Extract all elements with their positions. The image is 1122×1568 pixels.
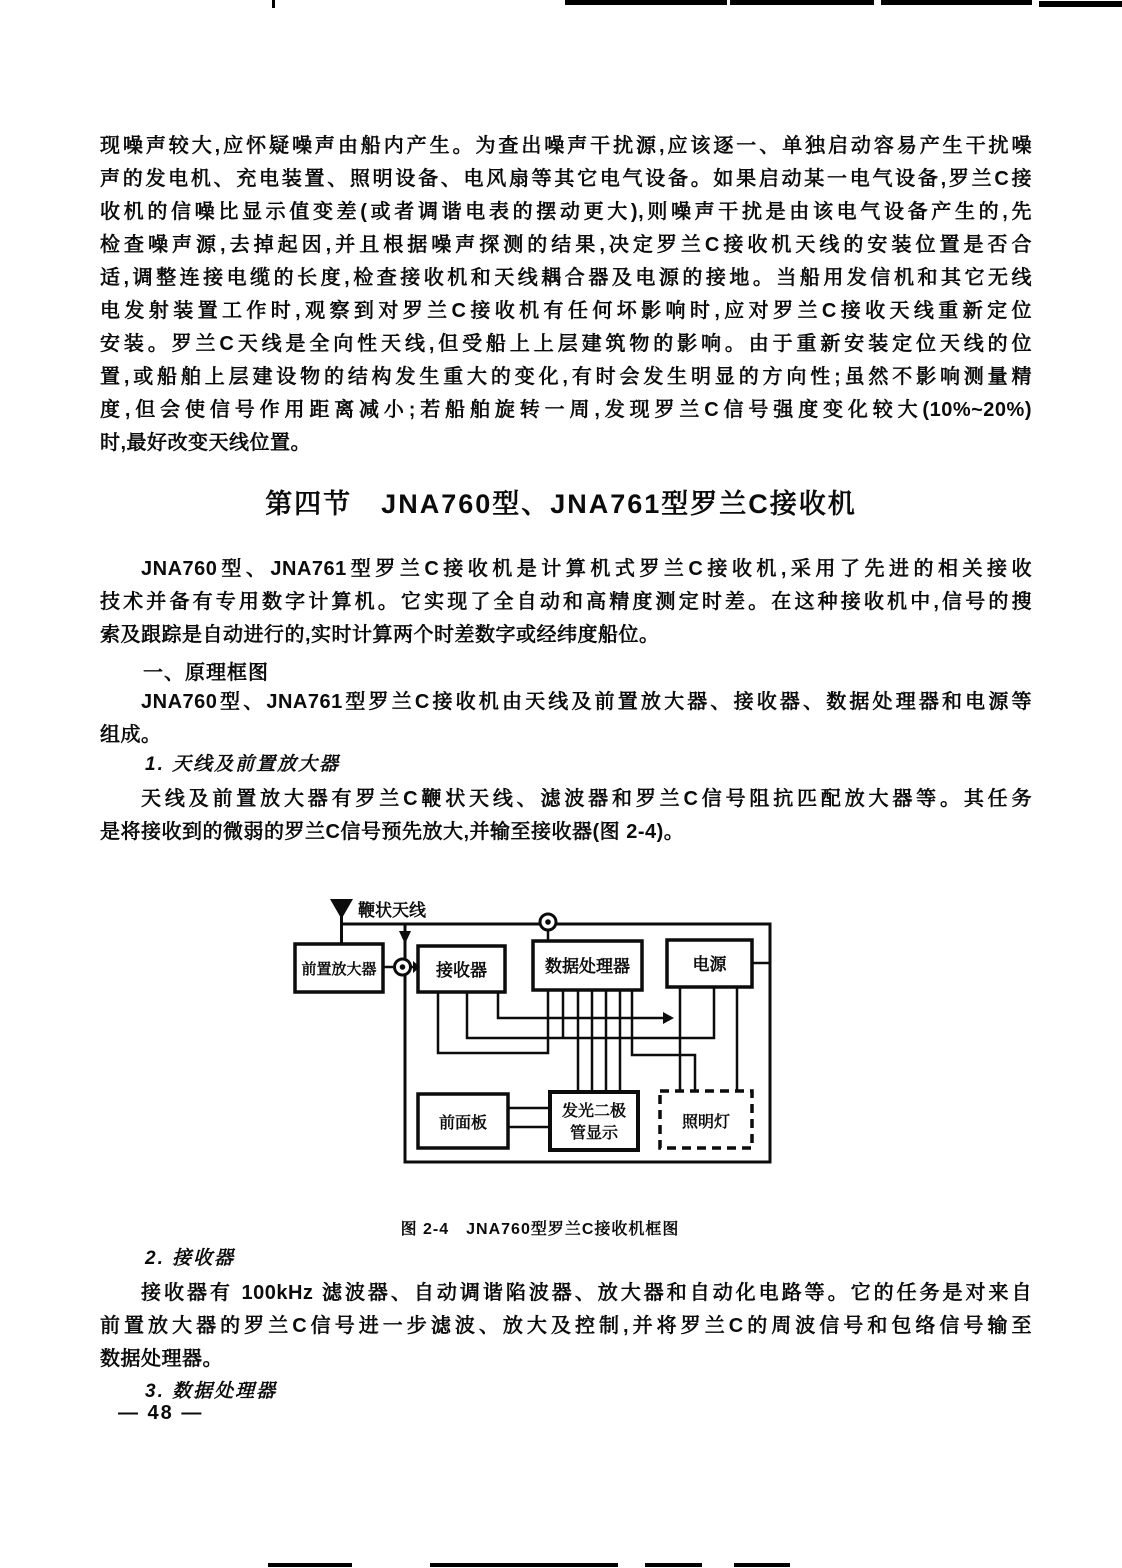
- text-line: 置,或船舶上层建设物的结构发生重大的变化,有时会发生明显的方向性;虽然不影响测量精: [100, 366, 1032, 388]
- lamp-label: 照明灯: [681, 1114, 731, 1131]
- text-line: 索及跟踪是自动进行的,实时计算两个时差数字或经纬度船位。: [100, 624, 660, 646]
- led-display-label-1: 发光二极: [561, 1103, 627, 1120]
- text-line: 接收器有 100kHz 滤波器、自动调谐陷波器、放大器和自动化电路等。它的任务是对来自: [141, 1282, 1032, 1304]
- scan-mark: [565, 0, 727, 5]
- scan-mark: [881, 0, 1032, 5]
- text-line: 前置放大器的罗兰C信号进一步滤波、放大及控制,并将罗兰C的周波信号和包络信号输至: [100, 1315, 1032, 1337]
- scan-mark: [272, 0, 275, 8]
- paragraph-3: [100, 686, 1032, 752]
- antenna-label: 鞭状天线: [358, 901, 426, 920]
- text-line: 天线及前置放大器有罗兰C鞭状天线、滤波器和罗兰C信号阻抗匹配放大器等。其任务: [141, 788, 1032, 810]
- list-item-title: 3. 数据处理器: [145, 1381, 278, 1402]
- paragraph-4: [100, 783, 1032, 849]
- paragraph-1: [100, 130, 1032, 460]
- text-line: 声的发电机、充电装置、照明设备、电风扇等其它电气设备。如果启动某一电气设备,罗兰C接: [100, 168, 1032, 190]
- text-line: 电发射装置工作时,观察到对罗兰C接收机有任何坏影响时,应对罗兰C接收天线重新定位: [100, 300, 1032, 322]
- text-line: 是将接收到的微弱的罗兰C信号预先放大,并输至接收器(图 2-4)。: [100, 821, 685, 843]
- scan-mark: [645, 1563, 702, 1567]
- scan-mark: [734, 1563, 790, 1567]
- receiver-label: 接收器: [436, 961, 487, 980]
- text-line: 时,最好改变天线位置。: [100, 432, 312, 454]
- scan-mark: [430, 1563, 618, 1567]
- text-line: 安装。罗兰C天线是全向性天线,但受船上上层建筑物的影响。由于重新安装定位天线的位: [100, 333, 1032, 355]
- list-item-title: 1. 天线及前置放大器: [145, 754, 341, 775]
- text-line: 收机的信噪比显示值变差(或者调谐电表的摆动更大),则噪声干扰是由该电气设备产生的,先: [100, 201, 1032, 223]
- preamp-label: 前置放大器: [301, 961, 377, 978]
- text-line: 组成。: [100, 724, 162, 746]
- page-number: — 48 —: [118, 1402, 204, 1424]
- figure-caption: 图 2-4 JNA760型罗兰C接收机框图: [400, 1221, 680, 1238]
- paragraph-5: [100, 1277, 1032, 1376]
- text-line: JNA760型、JNA761型罗兰C接收机由天线及前置放大器、接收器、数据处理器和电源等: [141, 691, 1032, 713]
- paragraph-2: [100, 553, 1032, 652]
- front-panel-label: 前面板: [438, 1115, 488, 1132]
- text-line: JNA760型、JNA761型罗兰C接收机是计算机式罗兰C接收机,采用了先进的相关接收: [141, 558, 1032, 580]
- scan-mark: [268, 1563, 352, 1567]
- text-line: 适,调整连接电缆的长度,检查接收机和天线耦合器及电源的接地。当船用发信机和其它无线: [100, 267, 1032, 289]
- section-heading: 第四节 JNA760型、JNA761型罗兰C接收机: [265, 489, 857, 519]
- text-line: 技术并备有专用数字计算机。它实现了全自动和高精度测定时差。在这种接收机中,信号的搜: [100, 591, 1032, 613]
- scan-mark: [1039, 1, 1122, 7]
- text-line: 数据处理器。: [100, 1348, 223, 1370]
- list-item-title: 2. 接收器: [145, 1248, 236, 1269]
- subsection-title: 一、原理框图: [143, 662, 269, 684]
- power-label: 电源: [692, 955, 727, 974]
- block-diagram-figure: [285, 885, 795, 1185]
- processor-label: 数据处理器: [545, 957, 630, 976]
- led-display-label-2: 管显示: [569, 1125, 619, 1142]
- text-line: 度,但会使信号作用距离减小;若船舶旋转一周,发现罗兰C信号强度变化较大(10%~20%): [100, 399, 1032, 421]
- scan-mark: [730, 0, 874, 5]
- text-line: 现噪声较大,应怀疑噪声由船内产生。为查出噪声干扰源,应该逐一、单独启动容易产生干扰噪: [100, 135, 1032, 157]
- text-line: 检查噪声源,去掉起因,并且根据噪声探测的结果,决定罗兰C接收机天线的安装位置是否合: [100, 234, 1032, 256]
